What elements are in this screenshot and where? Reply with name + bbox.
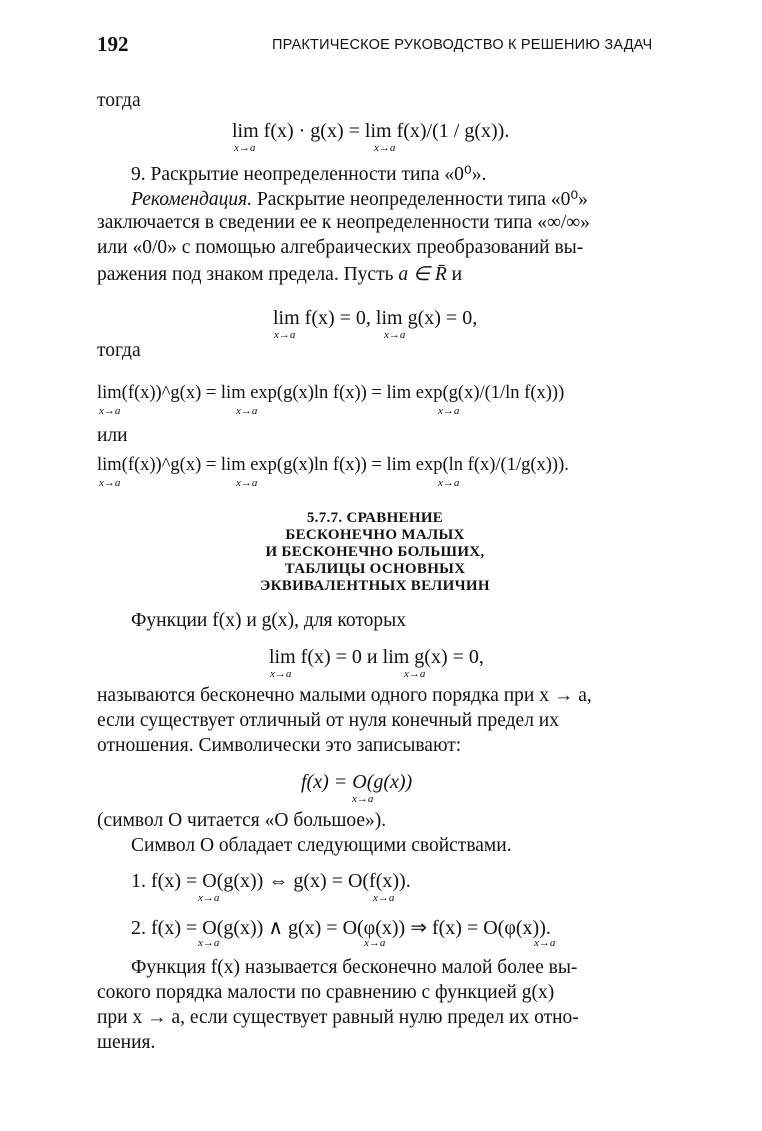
text-run: и	[451, 264, 463, 285]
formula: lim f(x) · g(x) = lim f(x)/(1 / g(x)).	[232, 120, 510, 142]
text-line	[97, 262, 462, 286]
formula: lim f(x) = 0 и lim g(x) = 0,	[269, 646, 484, 668]
section-heading-line: 5.7.7. СРАВНЕНИЕ	[306, 510, 444, 526]
limit-subscript: x→a	[198, 892, 220, 904]
limit-subscript: x→a	[99, 405, 121, 417]
limit-subscript: x→a	[438, 477, 460, 489]
text-line: Символ O обладает следующими свойствами.	[131, 835, 512, 856]
text-line: тогда	[97, 340, 141, 361]
math-inline: a ∈ R̄	[398, 264, 447, 285]
page-number: 192	[97, 32, 129, 56]
limit-subscript: x→a	[274, 329, 296, 341]
limit-subscript: x→a	[438, 405, 460, 417]
section-heading-line: И БЕСКОНЕЧНО БОЛЬШИХ,	[265, 544, 485, 560]
text-line: называются бесконечно малыми одного порядка при x → a,	[97, 685, 592, 706]
text-line: отношения. Символически это записывают:	[97, 735, 462, 756]
text-line: Функции f(x) и g(x), для которых	[131, 610, 406, 631]
limit-subscript: x→a	[198, 937, 220, 949]
limit-subscript: x→a	[234, 142, 256, 154]
limit-subscript: x→a	[352, 793, 374, 805]
limit-subscript: x→a	[404, 668, 426, 680]
text-line: тогда	[97, 90, 141, 111]
section-heading-line: ЭКВИВАЛЕНТНЫХ ВЕЛИЧИН	[260, 578, 490, 594]
formula: lim(f(x))^g(x) = lim exp(g(x)ln f(x)) = lim exp(ln f(x)/(1/g(x))).	[97, 455, 569, 475]
formula: 1. f(x) = O(g(x)) ⇔ g(x) = O(f(x)).	[131, 870, 411, 892]
limit-subscript: x→a	[384, 329, 406, 341]
text-line: заключается в сведении ее к неопределенности типа «∞/∞»	[97, 212, 590, 233]
formula: 2. f(x) = O(g(x)) ∧ g(x) = O(φ(x)) ⇒ f(x) = O(φ(x)).	[131, 917, 551, 939]
italic-term: Рекомендация.	[131, 189, 253, 210]
text-line: или	[97, 425, 128, 446]
limit-subscript: x→a	[270, 668, 292, 680]
section-heading-line: ТАБЛИЦЫ ОСНОВНЫХ	[284, 561, 466, 577]
text-line: Функция f(x) называется бесконечно малой более вы-	[131, 957, 578, 978]
text-line: 9. Раскрытие неопределенности типа «0⁰».	[131, 164, 487, 185]
limit-subscript: x→a	[364, 937, 386, 949]
limit-subscript: x→a	[534, 937, 556, 949]
text-line	[131, 187, 588, 211]
limit-subscript: x→a	[374, 142, 396, 154]
formula: lim(f(x))^g(x) = lim exp(g(x)ln f(x)) = lim exp(g(x)/(1/ln f(x)))	[97, 383, 565, 403]
section-heading-line: БЕСКОНЕЧНО МАЛЫХ	[285, 527, 465, 543]
text-line: (символ O читается «O большое»).	[97, 810, 387, 831]
limit-subscript: x→a	[373, 892, 395, 904]
limit-subscript: x→a	[99, 477, 121, 489]
running-title: ПРАКТИЧЕСКОЕ РУКОВОДСТВО К РЕШЕНИЮ ЗАДАЧ	[272, 37, 653, 53]
text-line: шения.	[97, 1032, 156, 1053]
text-line: сокого порядка малости по сравнению с функцией g(x)	[97, 982, 555, 1003]
text-line: если существует отличный от нуля конечный предел их	[97, 710, 559, 731]
formula: f(x) = O(g(x))	[301, 771, 413, 793]
limit-subscript: x→a	[236, 405, 258, 417]
text-run: ражения под знаком предела. Пусть	[97, 264, 394, 285]
limit-subscript: x→a	[236, 477, 258, 489]
formula: lim f(x) = 0, lim g(x) = 0,	[273, 307, 478, 329]
text-run: Раскрытие неопределенности типа «0⁰»	[256, 189, 588, 210]
text-line: или «0/0» с помощью алгебраических преобразований вы-	[97, 237, 584, 258]
text-line: при x → a, если существует равный нулю предел их отно-	[97, 1007, 579, 1028]
